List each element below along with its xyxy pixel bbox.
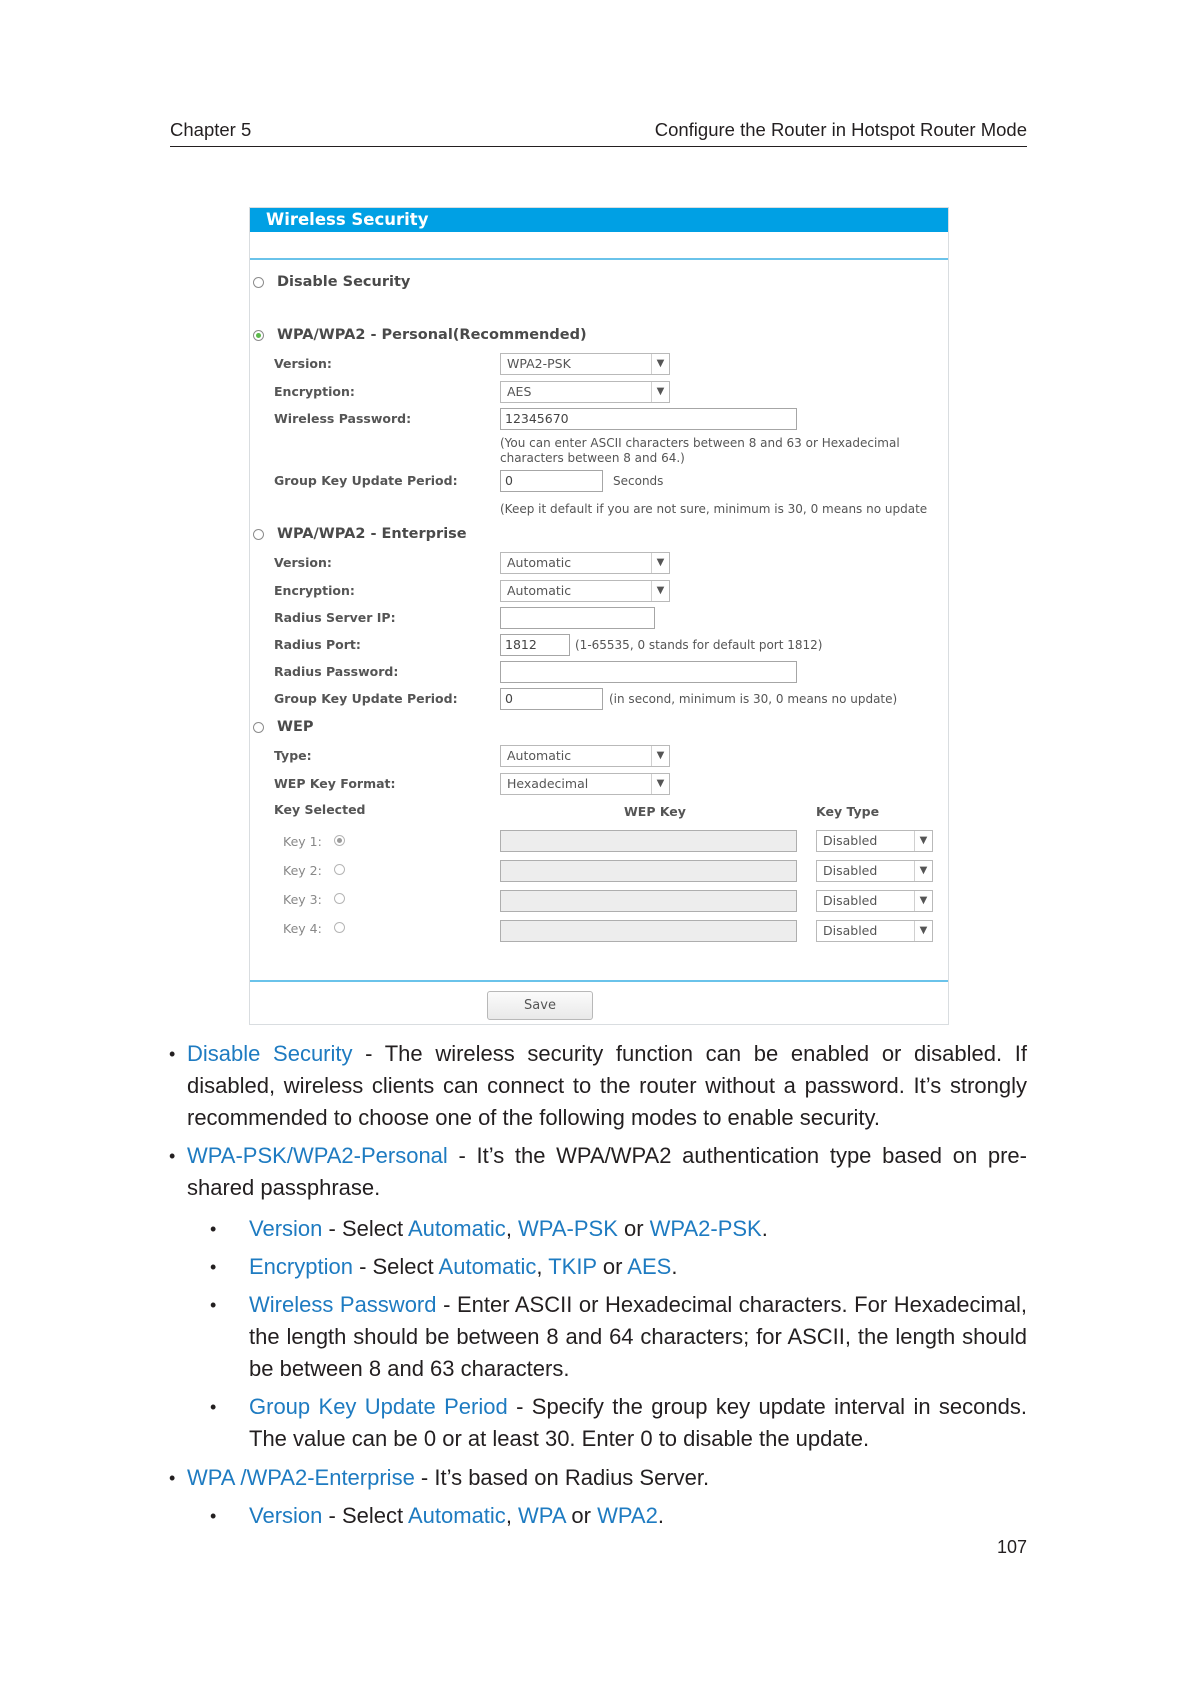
- chevron-down-icon: ▼: [651, 774, 669, 794]
- text-run: or: [596, 1254, 628, 1279]
- chevron-down-icon: ▼: [651, 746, 669, 766]
- text-run: ,: [536, 1254, 549, 1279]
- text-run: - Select: [322, 1216, 408, 1241]
- wpa-personal-link[interactable]: WPA-PSK/WPA2-Personal: [187, 1143, 448, 1168]
- wpa-personal-desc: - It’s the WPA/WPA2 authentication type based on pre-shared passphrase.: [187, 1143, 1027, 1200]
- enterprise-version-select[interactable]: [500, 552, 670, 574]
- wpa-enterprise-link[interactable]: WPA /WPA2-Enterprise: [187, 1465, 415, 1490]
- wireless-password-label: Wireless Password:: [274, 411, 412, 426]
- disable-security-link[interactable]: Disable Security: [187, 1041, 353, 1066]
- wep-heading: WEP: [277, 719, 314, 735]
- key-type-header: Key Type: [816, 804, 880, 819]
- wireless-password-desc: - Enter ASCII or Hexadecimal characters. For Hexadecimal, the length should be between 8 and 64 characters; for ASCII, the length should be between 8 and 63 characters.: [249, 1292, 1027, 1381]
- personal-encryption-select[interactable]: [500, 381, 670, 403]
- wpa-personal-radio[interactable]: [253, 330, 264, 341]
- bullet-disable-security: [187, 1038, 1027, 1134]
- radius-ip-label: Radius Server IP:: [274, 610, 396, 625]
- enterprise-encryption-value: Automatic: [507, 583, 572, 598]
- key-1-type-select[interactable]: [816, 830, 933, 852]
- bullet-icon: •: [210, 1506, 217, 1526]
- wireless-password-link[interactable]: Wireless Password: [249, 1292, 437, 1317]
- password-hint: (You can enter ASCII characters between 8 and 63 or Hexadecimal characters between 8 and 64.): [500, 436, 900, 465]
- chapter-label: Chapter 5: [170, 119, 252, 140]
- bullet-wpa-personal: [187, 1140, 1027, 1204]
- wep-format-label: WEP Key Format:: [274, 776, 396, 791]
- bullet-icon: •: [169, 1468, 176, 1488]
- radius-ip-input[interactable]: [500, 607, 655, 629]
- enterprise-version-value: Automatic: [507, 555, 572, 570]
- wep-type-value: Automatic: [507, 748, 572, 763]
- bullet-icon: •: [169, 1146, 176, 1166]
- header-rule: [170, 146, 1027, 147]
- key-3-input[interactable]: [500, 890, 797, 912]
- text-run: ,: [505, 1216, 519, 1241]
- personal-gkup-input[interactable]: 0: [500, 470, 603, 492]
- automatic-link[interactable]: Automatic: [407, 1503, 506, 1528]
- text-run: - Select: [352, 1254, 439, 1279]
- wpa2-link[interactable]: WPA2: [597, 1503, 658, 1528]
- text-run: .: [671, 1254, 678, 1279]
- disable-security-desc: - The wireless security function can be enabled or disabled. If disabled, wireless clients can connect to the router without a password. It’s strongly recommended to choose one of the following modes to enable security.: [187, 1041, 1027, 1130]
- chevron-down-icon: ▼: [651, 553, 669, 573]
- sub-bullet-version: [249, 1213, 1027, 1245]
- wpa-enterprise-radio[interactable]: [253, 529, 264, 540]
- key-2-type-value: Disabled: [823, 863, 878, 878]
- version-link[interactable]: Version: [249, 1216, 323, 1241]
- text-run: .: [761, 1216, 768, 1241]
- wpa-psk-link[interactable]: WPA-PSK: [518, 1216, 618, 1241]
- wpa-enterprise-desc: - It’s based on Radius Server.: [414, 1465, 710, 1490]
- automatic-link[interactable]: Automatic: [407, 1216, 506, 1241]
- chevron-down-icon: ▼: [651, 382, 669, 402]
- key-3-label: Key 3:: [283, 892, 322, 907]
- panel-title: Wireless Security: [250, 208, 948, 232]
- wpa-personal-heading: WPA/WPA2 - Personal(Recommended): [277, 327, 587, 343]
- group-key-desc: - Specify the group key update interval in seconds. The value can be 0 or at least 30. Enter 0 to disable the update.: [249, 1394, 1027, 1451]
- personal-encryption-label: Encryption:: [274, 384, 355, 399]
- radius-password-label: Radius Password:: [274, 664, 399, 679]
- encryption-link[interactable]: Encryption: [249, 1254, 353, 1279]
- key-4-label: Key 4:: [283, 921, 322, 936]
- bullet-icon: •: [210, 1295, 217, 1315]
- enterprise-gkup-hint: (in second, minimum is 30, 0 means no update): [609, 692, 898, 706]
- panel-top-divider: [250, 258, 948, 260]
- version-link[interactable]: Version: [249, 1503, 323, 1528]
- gkup-unit: Seconds: [613, 474, 664, 488]
- sub-bullet-encryption: [249, 1251, 1027, 1283]
- key-3-radio[interactable]: [334, 893, 345, 904]
- text-run: - Select: [322, 1503, 408, 1528]
- key-4-radio[interactable]: [334, 922, 345, 933]
- text-run: or: [565, 1503, 598, 1528]
- tkip-link[interactable]: TKIP: [548, 1254, 597, 1279]
- text-run: .: [657, 1503, 664, 1528]
- personal-gkup-hint: (Keep it default if you are not sure, minimum is 30, 0 means no update: [500, 502, 928, 516]
- enterprise-gkup-label: Group Key Update Period:: [274, 691, 458, 706]
- chevron-down-icon: ▼: [914, 921, 932, 941]
- text-run: ,: [505, 1503, 519, 1528]
- key-2-input[interactable]: [500, 860, 797, 882]
- key-1-label: Key 1:: [283, 834, 322, 849]
- enterprise-encryption-label: Encryption:: [274, 583, 355, 598]
- automatic-link[interactable]: Automatic: [438, 1254, 537, 1279]
- wireless-security-panel: [249, 207, 949, 1025]
- key-selected-label: Key Selected: [274, 802, 366, 817]
- radius-password-input[interactable]: [500, 661, 797, 683]
- chevron-down-icon: ▼: [651, 354, 669, 374]
- enterprise-encryption-select[interactable]: [500, 580, 670, 602]
- key-1-type-value: Disabled: [823, 833, 878, 848]
- key-2-radio[interactable]: [334, 864, 345, 875]
- sub-bullet-enterprise-version: [249, 1500, 1027, 1532]
- disable-security-label: Disable Security: [277, 274, 411, 290]
- enterprise-gkup-input[interactable]: 0: [500, 688, 603, 710]
- panel-bottom-divider: [250, 980, 948, 982]
- personal-version-label: Version:: [274, 356, 332, 371]
- enterprise-version-label: Version:: [274, 555, 332, 570]
- personal-version-value: WPA2-PSK: [507, 356, 571, 371]
- chevron-down-icon: ▼: [914, 891, 932, 911]
- chapter-title: Configure the Router in Hotspot Router Mode: [654, 119, 1027, 140]
- radius-port-label: Radius Port:: [274, 637, 361, 652]
- sub-bullet-wireless-password: [249, 1289, 1027, 1385]
- key-1-input[interactable]: [500, 830, 797, 852]
- wireless-password-input[interactable]: 12345670: [500, 408, 797, 430]
- bullet-icon: •: [169, 1044, 176, 1064]
- save-button[interactable]: Save: [487, 991, 593, 1020]
- bullet-icon: •: [210, 1257, 217, 1277]
- text-run: or: [617, 1216, 650, 1241]
- chevron-down-icon: ▼: [914, 831, 932, 851]
- key-3-type-value: Disabled: [823, 893, 878, 908]
- wpa-link[interactable]: WPA: [518, 1503, 566, 1528]
- personal-gkup-label: Group Key Update Period:: [274, 473, 458, 488]
- aes-link[interactable]: AES: [627, 1254, 672, 1279]
- key-1-radio[interactable]: [334, 835, 345, 846]
- wep-type-label: Type:: [274, 748, 312, 763]
- key-2-type-select[interactable]: [816, 860, 933, 882]
- key-4-input[interactable]: [500, 920, 797, 942]
- key-2-label: Key 2:: [283, 863, 322, 878]
- chevron-down-icon: ▼: [914, 861, 932, 881]
- chevron-down-icon: ▼: [651, 581, 669, 601]
- wep-key-header: WEP Key: [624, 804, 686, 819]
- wep-format-select[interactable]: [500, 773, 670, 795]
- wep-radio[interactable]: [253, 722, 264, 733]
- disable-security-radio[interactable]: [253, 277, 264, 288]
- radius-port-input[interactable]: 1812: [500, 634, 570, 656]
- bullet-icon: •: [210, 1397, 217, 1417]
- key-4-type-select[interactable]: [816, 920, 933, 942]
- key-3-type-select[interactable]: [816, 890, 933, 912]
- wep-format-value: Hexadecimal: [507, 776, 589, 791]
- bullet-wpa-enterprise: [187, 1462, 1027, 1494]
- radius-port-hint: (1-65535, 0 stands for default port 1812): [575, 638, 823, 652]
- wpa2-psk-link[interactable]: WPA2-PSK: [649, 1216, 762, 1241]
- key-4-type-value: Disabled: [823, 923, 878, 938]
- wep-type-select[interactable]: [500, 745, 670, 767]
- page-number: 107: [996, 1537, 1027, 1557]
- group-key-link[interactable]: Group Key Update Period: [249, 1394, 508, 1419]
- bullet-icon: •: [210, 1219, 217, 1239]
- sub-bullet-group-key: [249, 1391, 1027, 1455]
- personal-version-select[interactable]: [500, 353, 670, 375]
- personal-encryption-value: AES: [507, 384, 532, 399]
- wpa-enterprise-heading: WPA/WPA2 - Enterprise: [277, 526, 467, 542]
